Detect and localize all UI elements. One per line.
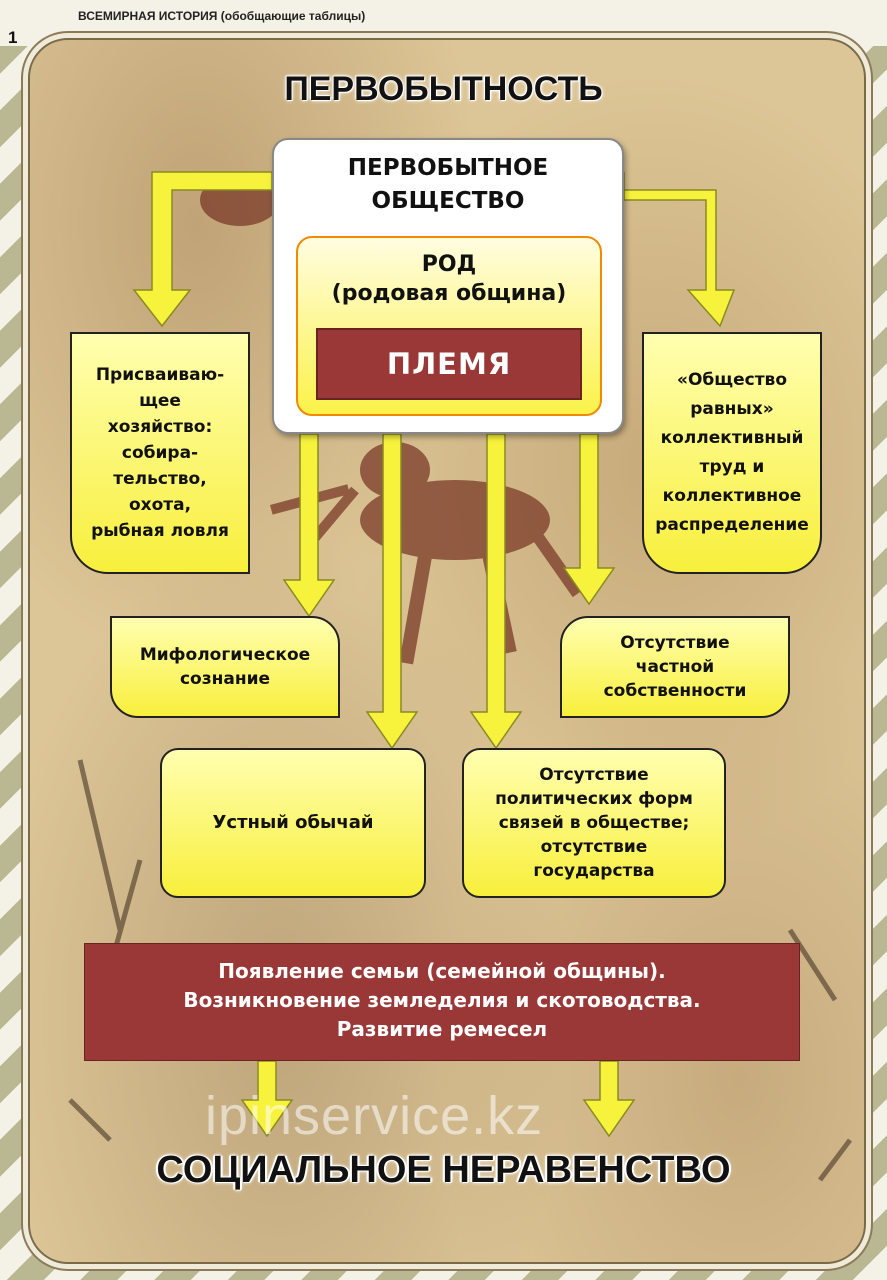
clan-label: РОД (родовая община) [331,252,567,306]
tribe-box: ПЛЕМЯ [316,328,582,400]
arrow-to-politics [471,434,521,748]
poster-title: ПЕРВОБЫТНОСТЬ [284,70,603,108]
no-political-forms-box: Отсутствие политических форм связей в обществе; отсутствие государства [462,748,726,898]
no-private-property-box: Отсутствие частной собственности [560,616,790,718]
arrow-to-custom [367,434,417,748]
watermark: ipinservice.kz [205,1086,544,1146]
arrow-to-economy [134,172,272,326]
page-number: 1 [8,28,18,47]
arrow-to-myth [284,434,334,616]
mythological-consciousness-box: Мифологическое сознание [110,616,340,718]
arrow-to-inequality-right [584,1061,634,1136]
social-inequality-title: СОЦИАЛЬНОЕ НЕРАВЕНСТВО [156,1149,731,1191]
economy-box: Присваиваю- щее хозяйство: собира- тельство, охота, рыбная ловля [70,332,250,574]
society-of-equals-box: «Общество равных» коллективный труд и коллективное распределение [642,332,822,574]
arrow-to-equals [624,172,734,326]
series-title: ВСЕМИРНАЯ ИСТОРИЯ (обобщающие таблицы) [78,9,366,23]
clan-box [296,236,602,416]
oral-custom-box: Устный обычай [160,748,426,898]
primitive-society-box [272,138,624,434]
arrow-to-property [564,434,614,604]
primitive-society-label: ПЕРВОБЫТНОЕ ОБЩЕСТВО [347,155,549,214]
developments-band: Появление семьи (семейной общины). Возникновение земледелия и скотоводства. Развитие ремесел [84,943,800,1061]
